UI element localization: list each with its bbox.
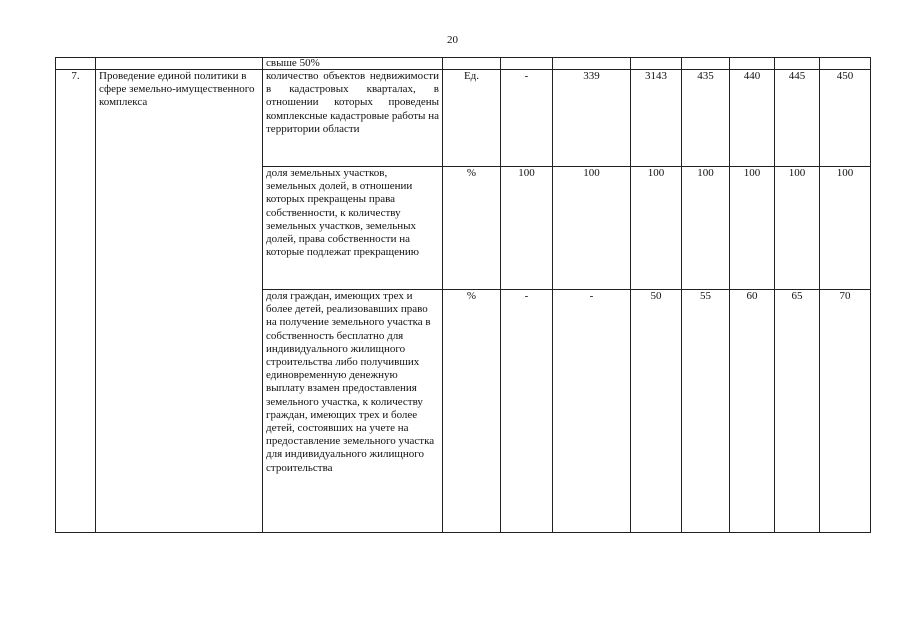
unit-cell: % — [443, 290, 501, 533]
unit-cell: % — [443, 167, 501, 290]
cell-empty — [775, 58, 820, 70]
value-cell: 50 — [631, 290, 682, 533]
section-title: Проведение единой политики в сфере земельно-имущественного комплекса — [96, 70, 263, 533]
cell-empty — [631, 58, 682, 70]
value-cell: 65 — [775, 290, 820, 533]
value-cell: - — [501, 290, 553, 533]
cell-empty — [730, 58, 775, 70]
cell-empty — [56, 58, 96, 70]
indicator-text: доля граждан, имеющих трех и более детей, реализовавших право на получение земельного участка в собственность бесплатно для индивидуального жилищного строительства либо получивших единовременную денежную выплату взамен предоставления земельного участка, к количеству граждан, имеющих трех и более детей, состоявших на учете на предоставление земельного участка для индивидуального жилищного строительства — [263, 290, 443, 533]
value-cell: 339 — [553, 70, 631, 167]
value-cell: 60 — [730, 290, 775, 533]
table-row — [56, 70, 871, 167]
value-cell: 3143 — [631, 70, 682, 167]
cell-empty — [96, 58, 263, 70]
cell-empty — [443, 58, 501, 70]
cell-empty — [553, 58, 631, 70]
value-cell: 100 — [631, 167, 682, 290]
value-cell: 100 — [775, 167, 820, 290]
value-cell: 70 — [820, 290, 871, 533]
unit-cell: Ед. — [443, 70, 501, 167]
indicator-text: доля земельных участков, земельных долей, в отношении которых прекращены права собственности, к количеству земельных участков, земельных долей, права собственности на которые подлежат прекращению — [263, 167, 443, 290]
section-index: 7. — [56, 70, 96, 533]
page-number: 20 — [447, 34, 458, 46]
value-cell: 100 — [820, 167, 871, 290]
value-cell: 100 — [501, 167, 553, 290]
cell-empty — [501, 58, 553, 70]
value-cell: 100 — [553, 167, 631, 290]
value-cell: 100 — [682, 167, 730, 290]
cell-empty — [820, 58, 871, 70]
value-cell: 445 — [775, 70, 820, 167]
table-row-continuation — [56, 58, 871, 70]
value-cell: 440 — [730, 70, 775, 167]
value-cell: 450 — [820, 70, 871, 167]
continuation-text: свыше 50% — [263, 58, 443, 70]
indicator-text: количество объектов недвижимости в кадастровых кварталах, в отношении которых проведены комплексные кадастровые работы на территории области — [263, 70, 443, 167]
value-cell: - — [553, 290, 631, 533]
value-cell: - — [501, 70, 553, 167]
value-cell: 55 — [682, 290, 730, 533]
indicators-table — [55, 57, 871, 533]
cell-empty — [682, 58, 730, 70]
value-cell: 435 — [682, 70, 730, 167]
value-cell: 100 — [730, 167, 775, 290]
